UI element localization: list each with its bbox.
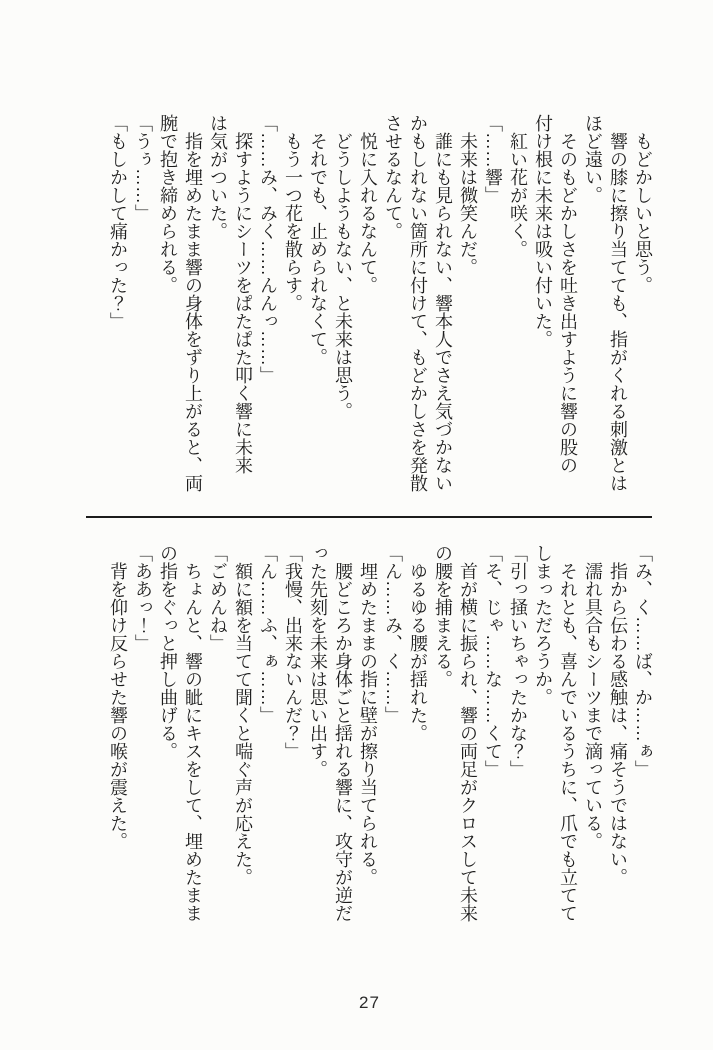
text-column: かもしれない箇所に付けて、もどかしさを発散 [408, 114, 428, 492]
text-column: 埋めたままの指に壁が擦り当てられる。 [358, 562, 378, 886]
text-column: もう一つ花を散らす。 [283, 132, 303, 312]
text-column: しまっただろうか。 [533, 544, 553, 706]
text-column: 誰にも見られない、響本人でさえ気づかない [433, 132, 453, 492]
text-column: ゆるゆる腰が揺れた。 [408, 562, 428, 742]
text-column: 「ごめんね」 [208, 544, 228, 652]
text-column: 「引っ掻いちゃったかな？」 [508, 544, 528, 778]
text-column: は気がついた。 [208, 114, 228, 240]
text-block-top [105, 114, 655, 498]
text-column: の指をぐっと押し曲げる。 [158, 544, 178, 760]
text-column: 「我慢、出来ないんだ？」 [283, 544, 303, 760]
text-column: 額に額を当てて聞くと喘ぐ声が応えた。 [233, 562, 253, 886]
text-column: 響の膝に擦り当てても、指がくれる刺激とは [608, 132, 628, 492]
text-column: 付け根に未来は吸い付いた。 [533, 114, 553, 348]
text-column: ちょんと、響の眦にキスをして、埋めたまま [183, 562, 203, 922]
text-column: 「もしかして痛かった？」 [108, 114, 128, 330]
text-block-bottom [105, 544, 655, 930]
text-column: 首が横に振られ、響の両足がクロスして未来 [458, 562, 478, 922]
text-column: 探すようにシーツをぱたぱた叩く響に未来 [233, 132, 253, 474]
text-column: 濡れ具合もシーツまで滴っている。 [583, 562, 603, 850]
page-number: 27 [359, 993, 380, 1012]
text-column: 「そ、じゃ……な……くて」 [483, 544, 503, 778]
text-column: 腰どころか身体ごと揺れる響に、攻守が逆だ [333, 562, 353, 922]
text-column: そのもどかしさを吐き出すように響の股の [558, 132, 578, 474]
text-column: った先刻を未来は思い出す。 [308, 544, 328, 778]
text-column: ほど遠い。 [583, 114, 603, 204]
text-column: 紅い花が咲く。 [508, 132, 528, 258]
text-column: 「ああっ！」 [133, 544, 153, 652]
text-column: それでも、止められなくて。 [308, 132, 328, 366]
text-column: 「ん……ふ、ぁ……」 [258, 544, 278, 724]
text-column: どうしようもない、と未来は思う。 [333, 132, 353, 420]
text-column: それとも、喜んでいるうちに、爪でも立てて [558, 562, 578, 922]
text-column: 悦に入れるなんて。 [358, 132, 378, 294]
text-column: 未来は微笑んだ。 [458, 132, 478, 276]
text-column: 「……み、みく……んんっ……」 [258, 114, 278, 384]
text-column: 腕で抱き締められる。 [158, 114, 178, 294]
text-column: 「うぅ……」 [133, 114, 153, 222]
text-column: の腰を捕まえる。 [433, 544, 453, 688]
text-column: もどかしいと思う。 [633, 132, 653, 294]
text-column: 「ん……み、く……」 [383, 544, 403, 724]
text-column: 背を仰け反らせた響の喉が震えた。 [108, 562, 128, 850]
text-column: させるなんて。 [383, 114, 403, 240]
section-divider [86, 516, 652, 518]
text-column: 「み、く……ば、か……ぁ」 [633, 544, 653, 778]
text-column: 指から伝わる感触は、痛そうではない。 [608, 562, 628, 886]
text-column: 指を埋めたまま響の身体をずり上がると、両 [183, 132, 203, 492]
text-column: 「……響」 [483, 114, 503, 204]
